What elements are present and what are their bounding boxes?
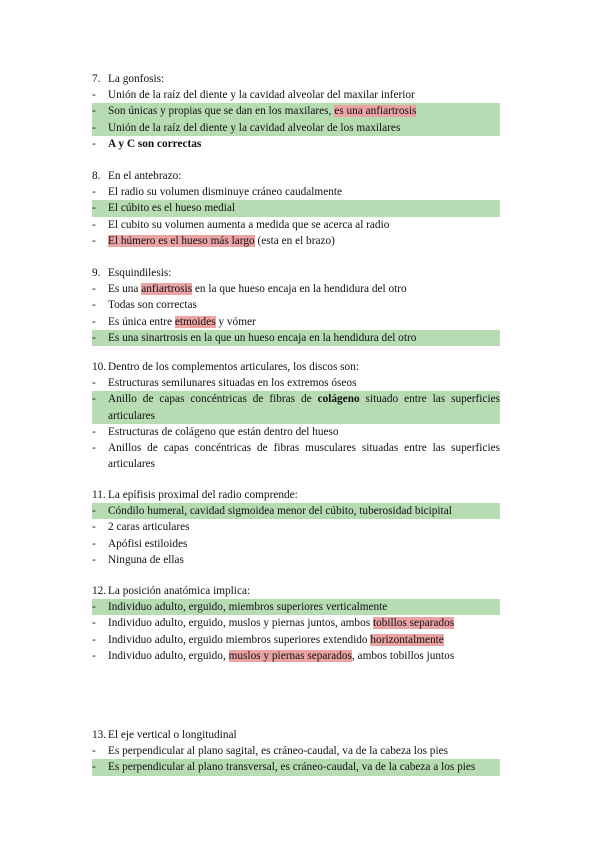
question-text: La posición anatómica implica:	[108, 585, 251, 597]
text-run: Estructuras de colágeno que están dentro del hueso	[108, 425, 339, 438]
option-text	[108, 120, 500, 136]
text-run: Estructuras semilunares situadas en los extremos óseos	[108, 377, 357, 390]
highlighted-text: horizontalmente	[370, 633, 444, 646]
question-text: Dentro de los complementos articulares, los discos son:	[108, 361, 359, 373]
option-dash: -	[92, 330, 108, 346]
option-dash: -	[92, 283, 96, 296]
question-text: En el antebrazo:	[108, 170, 182, 182]
text-run: , ambos tobillos juntos	[351, 649, 455, 662]
question-title	[92, 265, 500, 281]
option-text	[108, 184, 500, 200]
option-dash: -	[92, 234, 96, 247]
option-text	[108, 87, 500, 103]
option	[92, 552, 500, 568]
question-9	[92, 265, 500, 346]
option-dash: -	[92, 89, 96, 102]
option	[92, 281, 500, 297]
text-run: A y C son correctas	[108, 137, 202, 150]
highlighted-text: El húmero es el hueso más largo	[108, 234, 255, 247]
option	[92, 648, 500, 664]
option	[92, 314, 500, 330]
option-text	[108, 648, 500, 664]
text-run: Son únicas y propias que se dan en los maxilares,	[108, 105, 335, 118]
option-dash: -	[92, 442, 96, 455]
option-correct	[92, 391, 500, 423]
question-11	[92, 487, 500, 568]
question-title	[92, 71, 500, 87]
option-dash: -	[92, 553, 96, 566]
option-text	[108, 599, 500, 615]
option	[92, 87, 500, 103]
option	[92, 519, 500, 535]
option-correct	[92, 599, 500, 615]
question-number: 7.	[92, 73, 101, 85]
question-number: 9.	[92, 267, 101, 279]
text-run: Cóndilo humeral, cavidad sigmoidea menor del cúbito, tuberosidad bicipital	[108, 505, 452, 518]
option-correct	[92, 503, 500, 519]
highlighted-text: etmoides	[174, 315, 216, 328]
option-correct	[92, 759, 500, 775]
option-correct	[92, 200, 500, 216]
option-text	[108, 233, 500, 249]
option	[92, 632, 500, 648]
question-number: 13.	[92, 729, 107, 741]
text-run: El cúbito es el hueso medial	[108, 202, 236, 215]
question-text: El eje vertical o longitudinal	[108, 729, 237, 741]
option-text	[108, 217, 500, 233]
option-dash: -	[92, 521, 96, 534]
text-run: Unión de la raíz del diente y la cavidad alveolar de los maxilares	[108, 121, 401, 134]
option-dash: -	[92, 137, 96, 150]
option-text	[108, 503, 500, 519]
option-text	[108, 424, 500, 440]
option-text	[108, 103, 500, 119]
text-run: y vómer	[215, 315, 256, 328]
question-12	[92, 583, 500, 664]
option-dash: -	[92, 200, 108, 216]
highlighted-text: anfiartrosis	[141, 283, 193, 296]
text-run: Es una sinartrosis en la que un hueso encaja en la hendidura del otro	[108, 331, 417, 344]
question-title	[92, 727, 500, 743]
question-text: La gonfosis:	[108, 73, 165, 85]
text-run: Individuo adulto, erguido, muslos y piernas juntos, ambos	[108, 617, 373, 630]
option	[92, 424, 500, 440]
text-run: El cubito su volumen aumenta a medida que se acerca al radio	[108, 218, 390, 231]
question-number: 12.	[92, 585, 107, 597]
option	[92, 233, 500, 249]
option	[92, 743, 500, 759]
option-dash: -	[92, 186, 96, 199]
text-run: Todas son correctas	[108, 299, 197, 312]
option-text	[108, 375, 500, 391]
text-run: Es una	[108, 283, 142, 296]
question-text: Esquindilesis:	[108, 267, 172, 279]
text-run: Unión de la raíz del diente y la cavidad alveolar del maxilar inferior	[108, 89, 415, 102]
option-text	[108, 136, 500, 152]
highlighted-text: tobillos separados	[372, 617, 455, 630]
text-run: Anillos de capas concéntricas de fibras musculares situadas entre las superficies articulares	[108, 442, 500, 471]
text-run: Apófisi estiloides	[108, 537, 188, 550]
text-run: (esta en el brazo)	[254, 234, 335, 247]
option-text	[108, 536, 500, 552]
question-number: 11.	[92, 489, 106, 501]
text-run: en la que hueso encaja en la hendidura del otro	[192, 283, 407, 296]
option	[92, 375, 500, 391]
option	[92, 615, 500, 631]
option	[92, 440, 500, 472]
question-title	[92, 359, 500, 375]
option	[92, 184, 500, 200]
option-text	[108, 330, 500, 346]
text-run: Es perpendicular al plano sagital, es cráneo-caudal, va de la cabeza los pies	[108, 745, 449, 758]
question-number: 8.	[92, 170, 101, 182]
question-7	[92, 71, 500, 152]
option-dash: -	[92, 377, 96, 390]
option-text	[108, 552, 500, 568]
question-10	[92, 359, 500, 472]
question-8	[92, 168, 500, 249]
text-run: Individuo adulto, erguido, miembros superiores verticalmente	[108, 601, 388, 614]
highlighted-text: muslos y piernas separados	[228, 649, 352, 662]
option-dash: -	[92, 599, 108, 615]
option-text	[108, 391, 500, 423]
option-correct	[92, 120, 500, 136]
option-text	[108, 200, 500, 216]
option-text	[108, 759, 500, 775]
option-dash: -	[92, 745, 96, 758]
question-13	[92, 727, 500, 776]
option-text	[108, 281, 500, 297]
option-dash: -	[92, 759, 108, 775]
text-run: Individuo adulto, erguido miembros superiores extendido	[108, 633, 371, 646]
option	[92, 217, 500, 233]
option-dash: -	[92, 649, 96, 662]
question-number: 10.	[92, 361, 107, 373]
text-run: Anillo de capas concéntricas de fibras de	[108, 393, 318, 406]
option-text	[108, 440, 500, 472]
option-dash: -	[92, 391, 108, 423]
option-correct	[92, 103, 500, 119]
text-run: Es única entre	[108, 315, 175, 328]
option-dash: -	[92, 425, 96, 438]
option-text	[108, 615, 500, 631]
question-title	[92, 583, 500, 599]
option-dash: -	[92, 103, 108, 119]
option-text	[108, 632, 500, 648]
question-title	[92, 487, 500, 503]
highlighted-text: es una anfiartrosis	[334, 105, 417, 118]
text-run: Es perpendicular al plano transversal, es cráneo-caudal, va de la cabeza a los pies	[108, 761, 476, 774]
option-dash: -	[92, 633, 96, 646]
option-dash: -	[92, 503, 108, 519]
option	[92, 297, 500, 313]
text-run: 2 caras articulares	[108, 521, 190, 534]
option-dash: -	[92, 617, 96, 630]
text-run: colágeno	[317, 393, 360, 406]
option-dash: -	[92, 120, 108, 136]
question-text: La epífisis proximal del radio comprende:	[108, 489, 298, 501]
option-dash: -	[92, 218, 96, 231]
option	[92, 536, 500, 552]
option-text	[108, 519, 500, 535]
option-dash: -	[92, 299, 96, 312]
text-run: situado entre las superficies articulares	[108, 393, 501, 422]
option-correct	[92, 330, 500, 346]
question-title	[92, 168, 500, 184]
text-run: El radio su volumen disminuye cráneo caudalmente	[108, 186, 343, 199]
text-run: Individuo adulto, erguido,	[108, 649, 229, 662]
option-text	[108, 743, 500, 759]
option	[92, 136, 500, 152]
text-run: Ninguna de ellas	[108, 553, 184, 566]
option-text	[108, 297, 500, 313]
option-dash: -	[92, 537, 96, 550]
option-text	[108, 314, 500, 330]
option-dash: -	[92, 315, 96, 328]
